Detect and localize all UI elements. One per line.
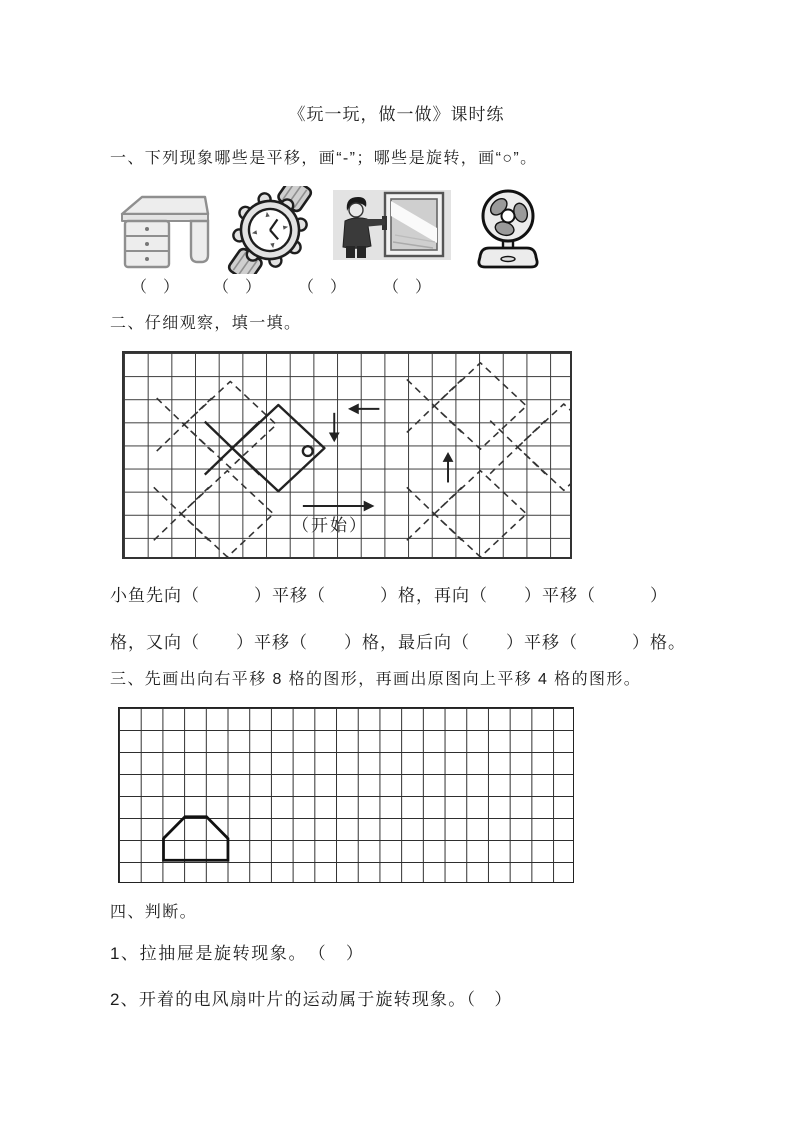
q3-prompt: 三、先画出向右平移 8 格的图形，再画出原图向上平移 4 格的图形。	[110, 671, 642, 688]
q1-blank-2: （ ）	[213, 279, 262, 296]
q1-blank-4: （ ）	[383, 279, 432, 296]
q4-prompt: 四、判断。	[110, 904, 198, 921]
dashed-fish-bottom-left	[154, 471, 274, 557]
child-sliding-window-icon	[333, 190, 451, 265]
solid-fish	[205, 405, 325, 491]
left-arrow-icon	[348, 404, 379, 415]
q1-prompt: 一、下列现象哪些是平移，画“-”；哪些是旋转，画“○”。	[110, 150, 538, 167]
q2-fill-line-1: 小鱼先向（ ）平移（ ）格，再向（ ）平移（ ）	[110, 586, 668, 605]
q4-item-2: 2、开着的电风扇叶片的运动属于旋转现象。（ ）	[110, 990, 513, 1009]
right-arrow-icon	[303, 501, 375, 512]
dashed-fish-top-right	[407, 363, 527, 449]
dashed-fish-right-edge	[490, 404, 570, 490]
start-label: （开始）	[292, 516, 368, 535]
desk-with-drawers-icon	[118, 192, 212, 275]
q1-blank-3: （ ）	[298, 279, 347, 296]
wristwatch-icon	[226, 186, 314, 279]
trapezoid-shape	[163, 817, 227, 861]
down-arrow-icon	[329, 413, 340, 442]
q2-fish-grid	[122, 351, 572, 559]
page-title: 《玩一玩，做一做》课时练	[288, 105, 505, 124]
electric-fan-icon	[474, 188, 542, 277]
dashed-fish-bottom-right	[407, 471, 527, 557]
fish-eye	[303, 446, 313, 456]
q3-drawing-grid	[118, 707, 574, 883]
q4-item-1: 1、拉抽屉是旋转现象。 （ ）	[110, 944, 365, 963]
up-arrow-icon	[443, 452, 454, 482]
q2-prompt: 二、仔细观察，填一填。	[110, 315, 302, 332]
trapezoid-shape-drawing	[119, 708, 573, 882]
q1-blank-1: （ ）	[131, 279, 180, 296]
q2-fill-line-2: 格，又向（ ）平移（ ）格，最后向（ ）平移（ ）格。	[110, 633, 686, 652]
